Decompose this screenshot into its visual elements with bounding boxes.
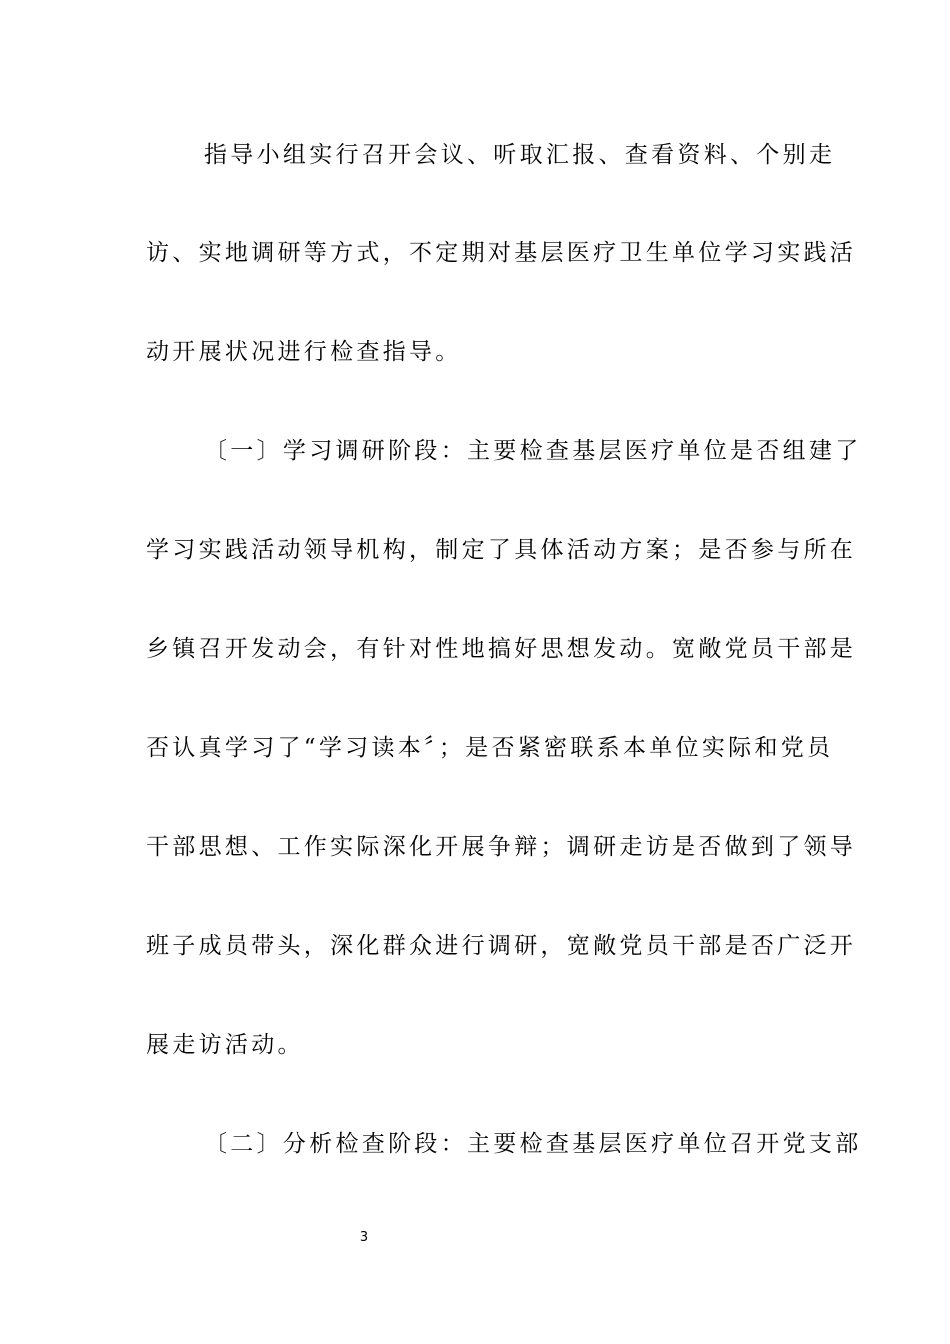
paragraph-line: 〔二〕分析检查阶段：主要检查基层医疗单位召开党支部 <box>204 1131 862 1157</box>
paragraph-line: 指导小组实行召开会议、听取汇报、查看资料、个别走 <box>204 142 836 168</box>
paragraph-line: 乡镇召开发动会，有针对性地搞好思想发动。宽敞党员干部是 <box>146 636 857 662</box>
page-number: 3 <box>359 1230 369 1245</box>
paragraph-line: 班子成员带头，深化群众进行调研，宽敞党员干部是否广泛开 <box>146 933 857 959</box>
paragraph-line: 干部思想、工作实际深化开展争辩；调研走访是否做到了领导 <box>146 834 857 860</box>
paragraph-line: 动开展状况进行检查指导。 <box>146 339 462 365</box>
paragraph-line: 否认真学习了“学习读本〞；是否紧密联系本单位实际和党员 <box>146 735 834 761</box>
paragraph-line: 展走访活动。 <box>146 1032 304 1058</box>
paragraph-line: 学习实践活动领导机构，制定了具体活动方案；是否参与所在 <box>146 537 857 563</box>
paragraph-line: 访、实地调研等方式，不定期对基层医疗卫生单位学习实践活 <box>146 240 857 266</box>
paragraph-line: 〔一〕学习调研阶段：主要检查基层医疗单位是否组建了 <box>204 438 862 464</box>
